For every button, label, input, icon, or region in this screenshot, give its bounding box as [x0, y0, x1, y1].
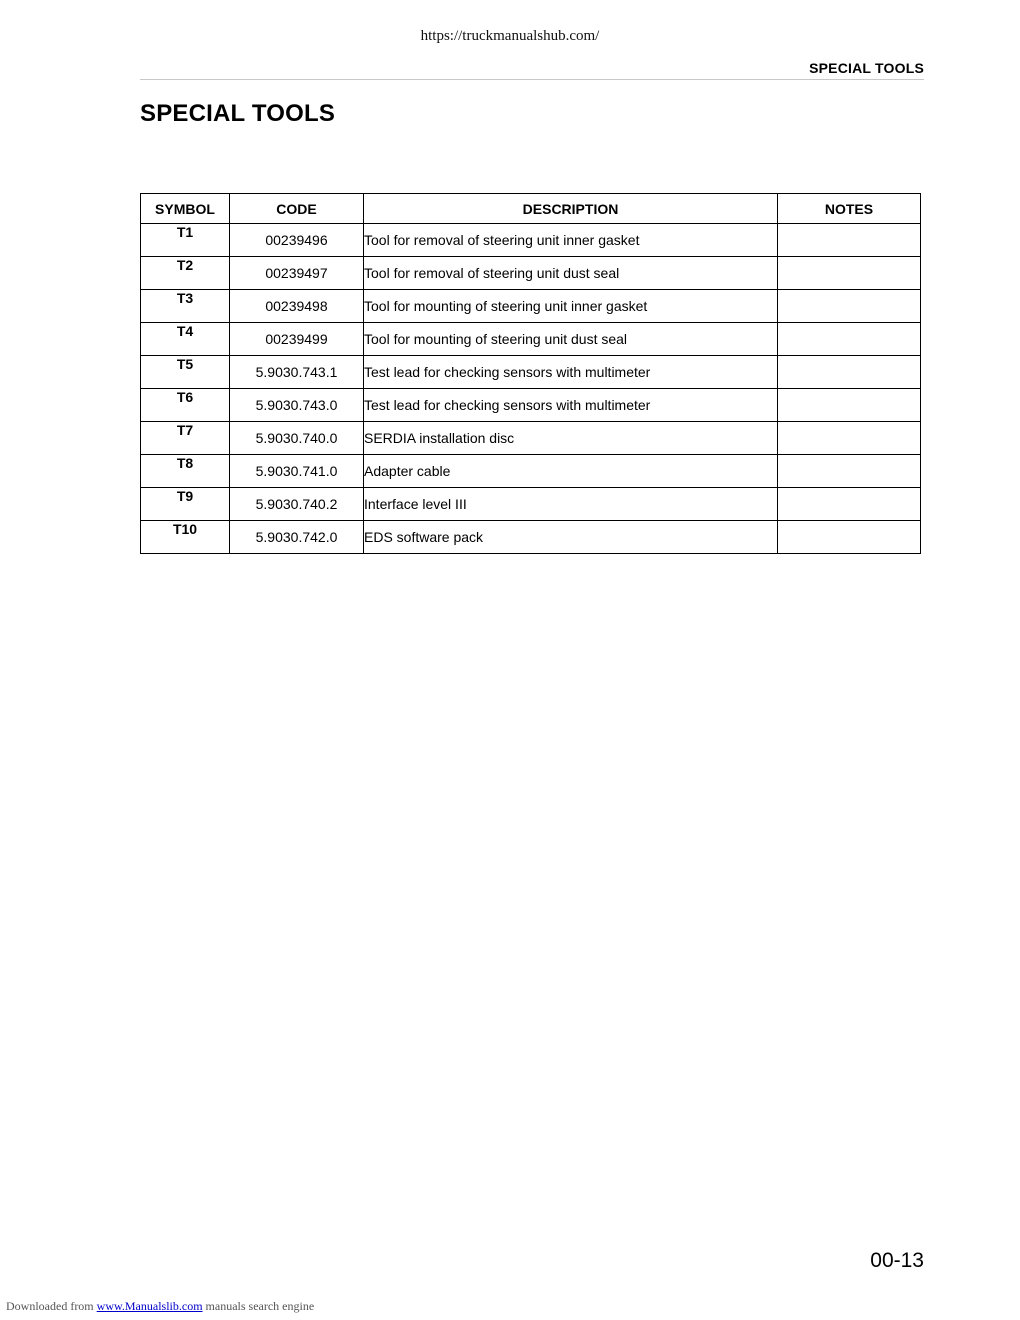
tool-symbol: T10 [141, 521, 230, 554]
tool-code: 00239499 [230, 323, 364, 356]
tool-code: 00239498 [230, 290, 364, 323]
tool-code: 5.9030.740.2 [230, 488, 364, 521]
page-number: 00-13 [870, 1249, 924, 1272]
table-header-row [141, 194, 921, 224]
download-footer [6, 1299, 314, 1314]
tool-symbol: T2 [141, 257, 230, 290]
tool-notes [778, 455, 921, 488]
tool-code: 5.9030.743.1 [230, 356, 364, 389]
tool-symbol: T1 [141, 224, 230, 257]
special-tools-table [140, 193, 921, 554]
tool-description: Tool for removal of steering unit inner gasket [364, 224, 778, 257]
tool-notes [778, 389, 921, 422]
table-row [141, 422, 921, 455]
tool-description: SERDIA installation disc [364, 422, 778, 455]
tool-notes [778, 257, 921, 290]
tool-code: 00239497 [230, 257, 364, 290]
table-row [141, 455, 921, 488]
tool-description: Test lead for checking sensors with multimeter [364, 389, 778, 422]
tool-symbol: T3 [141, 290, 230, 323]
tool-code: 00239496 [230, 224, 364, 257]
tool-code: 5.9030.742.0 [230, 521, 364, 554]
table-row [141, 257, 921, 290]
table-row [141, 290, 921, 323]
footer-prefix: Downloaded from [6, 1299, 94, 1313]
source-url: https://truckmanualshub.com/ [420, 28, 600, 44]
tool-description: Adapter cable [364, 455, 778, 488]
tool-description: Tool for mounting of steering unit inner gasket [364, 290, 778, 323]
tool-symbol: T7 [141, 422, 230, 455]
tool-notes [778, 488, 921, 521]
tool-code: 5.9030.740.0 [230, 422, 364, 455]
tool-notes [778, 224, 921, 257]
column-header-code: CODE [230, 194, 364, 224]
running-head: SPECIAL TOOLS [809, 60, 924, 76]
table-row [141, 389, 921, 422]
tool-description: Test lead for checking sensors with multimeter [364, 356, 778, 389]
manualslib-link[interactable]: www.Manualslib.com [96, 1299, 203, 1313]
tool-notes [778, 290, 921, 323]
tool-symbol: T4 [141, 323, 230, 356]
tool-description: Tool for removal of steering unit dust seal [364, 257, 778, 290]
table-row [141, 224, 921, 257]
footer-suffix: manuals search engine [205, 1299, 315, 1313]
tool-symbol: T9 [141, 488, 230, 521]
tool-notes [778, 356, 921, 389]
tool-notes [778, 521, 921, 554]
column-header-notes: NOTES [778, 194, 921, 224]
tool-symbol: T8 [141, 455, 230, 488]
tool-symbol: T5 [141, 356, 230, 389]
tool-notes [778, 323, 921, 356]
column-header-symbol: SYMBOL [141, 194, 230, 224]
tool-notes [778, 422, 921, 455]
table-row [141, 488, 921, 521]
table-row [141, 323, 921, 356]
table-row [141, 521, 921, 554]
page-title: SPECIAL TOOLS [140, 100, 336, 127]
table-row [141, 356, 921, 389]
tool-code: 5.9030.741.0 [230, 455, 364, 488]
tool-symbol: T6 [141, 389, 230, 422]
tool-code: 5.9030.743.0 [230, 389, 364, 422]
tool-description: Interface level III [364, 488, 778, 521]
column-header-description: DESCRIPTION [364, 194, 778, 224]
tool-description: EDS software pack [364, 521, 778, 554]
tool-description: Tool for mounting of steering unit dust seal [364, 323, 778, 356]
header-divider [140, 79, 924, 80]
